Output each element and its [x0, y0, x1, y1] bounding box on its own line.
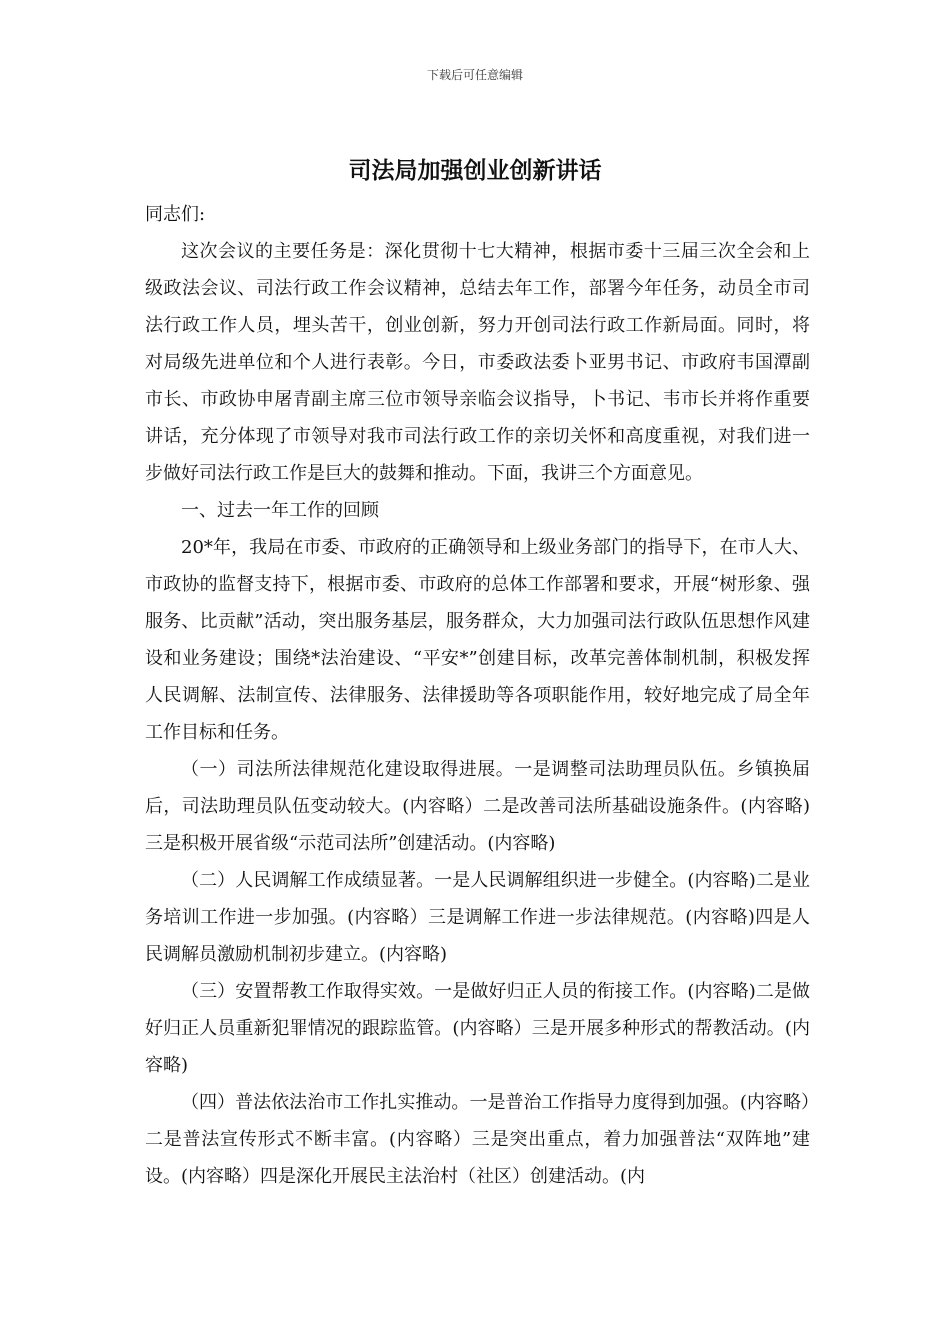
document-title: 司法局加强创业创新讲话	[348, 158, 602, 184]
salutation: 同志们:	[145, 204, 206, 225]
paragraph-item-1: （一）司法所法律规范化建设取得进展。一是调整司法助理员队伍。乡镇换届后，司法助理员队伍变动较大。(内容略）二是改善司法所基础设施条件。(内容略)三是积极开展省级“示范司法所”创建活动。(内容略)	[145, 759, 810, 854]
paragraph-item-2: （二）人民调解工作成绩显著。一是人民调解组织进一步健全。(内容略)二是业务培训工作进一步加强。(内容略）三是调解工作进一步法律规范。(内容略)四是人民调解员激励机制初步建立。(内容略)	[145, 870, 810, 965]
paragraph-item-4: （四）普法依法治市工作扎实推动。一是普治工作指导力度得到加强。(内容略）二是普法宣传形式不断丰富。(内容略）三是突出重点，着力加强普法“双阵地”建设。(内容略）四是深化开展民主法治村（社区）创建活动。(内	[145, 1092, 810, 1187]
paragraph-review: 20*年，我局在市委、市政府的正确领导和上级业务部门的指导下，在市人大、市政协的监督支持下，根据市委、市政府的总体工作部署和要求，开展“树形象、强服务、比贡献”活动，突出服务基层，服务群众，大力加强司法行政队伍思想作风建设和业务建设；围绕*法治建设、“平安*”创建目标，改革完善体制机制，积极发挥人民调解、法制宣传、法律服务、法律援助等各项职能作用，较好地完成了局全年工作目标和任务。	[145, 537, 810, 743]
paragraph-item-3: （三）安置帮教工作取得实效。一是做好归正人员的衔接工作。(内容略)二是做好归正人员重新犯罪情况的跟踪监管。(内容略）三是开展多种形式的帮教活动。(内容略)	[145, 981, 810, 1076]
section-heading: 一、过去一年工作的回顾	[181, 500, 379, 521]
document-body	[145, 196, 810, 1195]
header-note: 下载后可任意编辑	[426, 68, 523, 82]
paragraph-intro: 这次会议的主要任务是：深化贯彻十七大精神，根据市委十三届三次全会和上级政法会议、司法行政工作会议精神，总结去年工作，部署今年任务，动员全市司法行政工作人员，埋头苦干，创业创新，努力开创司法行政工作新局面。同时，将对局级先进单位和个人进行表彰。今日，市委政法委卜亚男书记、市政府韦国潭副市长、市政协申屠青副主席三位市领导亲临会议指导，卜书记、韦市长并将作重要讲话，充分体现了市领导对我市司法行政工作的亲切关怀和高度重视，对我们进一步做好司法行政工作是巨大的鼓舞和推动。下面，我讲三个方面意见。	[145, 241, 810, 484]
